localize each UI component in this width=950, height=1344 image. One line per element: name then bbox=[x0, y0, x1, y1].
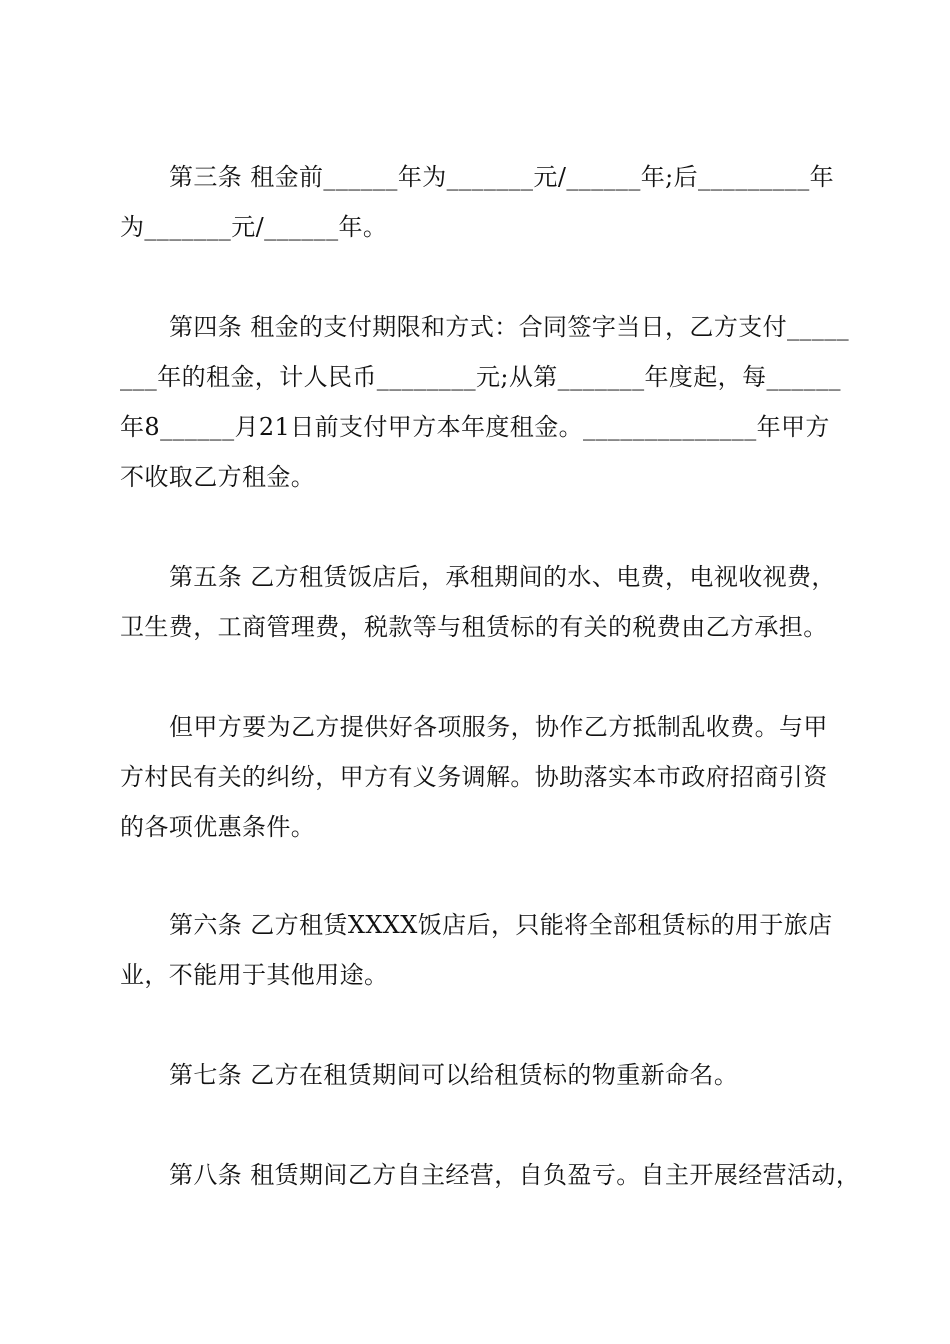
article-4-line-3: 年8______月21日前支付甲方本年度租金。______________年甲方 bbox=[120, 413, 830, 441]
article-3-line-1: 第三条 租金前______年为_______元/______年;后_________年 bbox=[169, 163, 834, 191]
article-5-continued-line-2: 方村民有关的纠纷，甲方有义务调解。协助落实本市政府招商引资 bbox=[120, 763, 828, 791]
article-6-line-2: 业，不能用于其他用途。 bbox=[120, 961, 389, 989]
article-5-line-2: 卫生费，工商管理费，税款等与租赁标的有关的税费由乙方承担。 bbox=[120, 613, 828, 641]
article-4-line-4: 不收取乙方租金。 bbox=[120, 463, 316, 491]
article-5-line-1: 第五条 乙方租赁饭店后，承租期间的水、电费，电视收视费， bbox=[169, 563, 836, 591]
article-5-continued-line-1: 但甲方要为乙方提供好各项服务，协作乙方抵制乱收费。与甲 bbox=[169, 713, 828, 741]
article-4-line-1: 第四条 租金的支付期限和方式：合同签字当日，乙方支付_____ bbox=[169, 313, 850, 341]
article-7-line-1: 第七条 乙方在租赁期间可以给租赁标的物重新命名。 bbox=[169, 1061, 739, 1089]
article-3-line-2: 为_______元/______年。 bbox=[120, 213, 388, 241]
article-6-line-1: 第六条 乙方租赁XXXX饭店后，只能将全部租赁标的用于旅店 bbox=[169, 911, 833, 939]
article-4-line-2: ___年的租金，计人民币________元;从第_______年度起，每______ bbox=[120, 363, 841, 391]
article-5-continued-line-3: 的各项优惠条件。 bbox=[120, 813, 316, 841]
article-8-line-1: 第八条 租赁期间乙方自主经营，自负盈亏。自主开展经营活动， bbox=[169, 1161, 861, 1189]
